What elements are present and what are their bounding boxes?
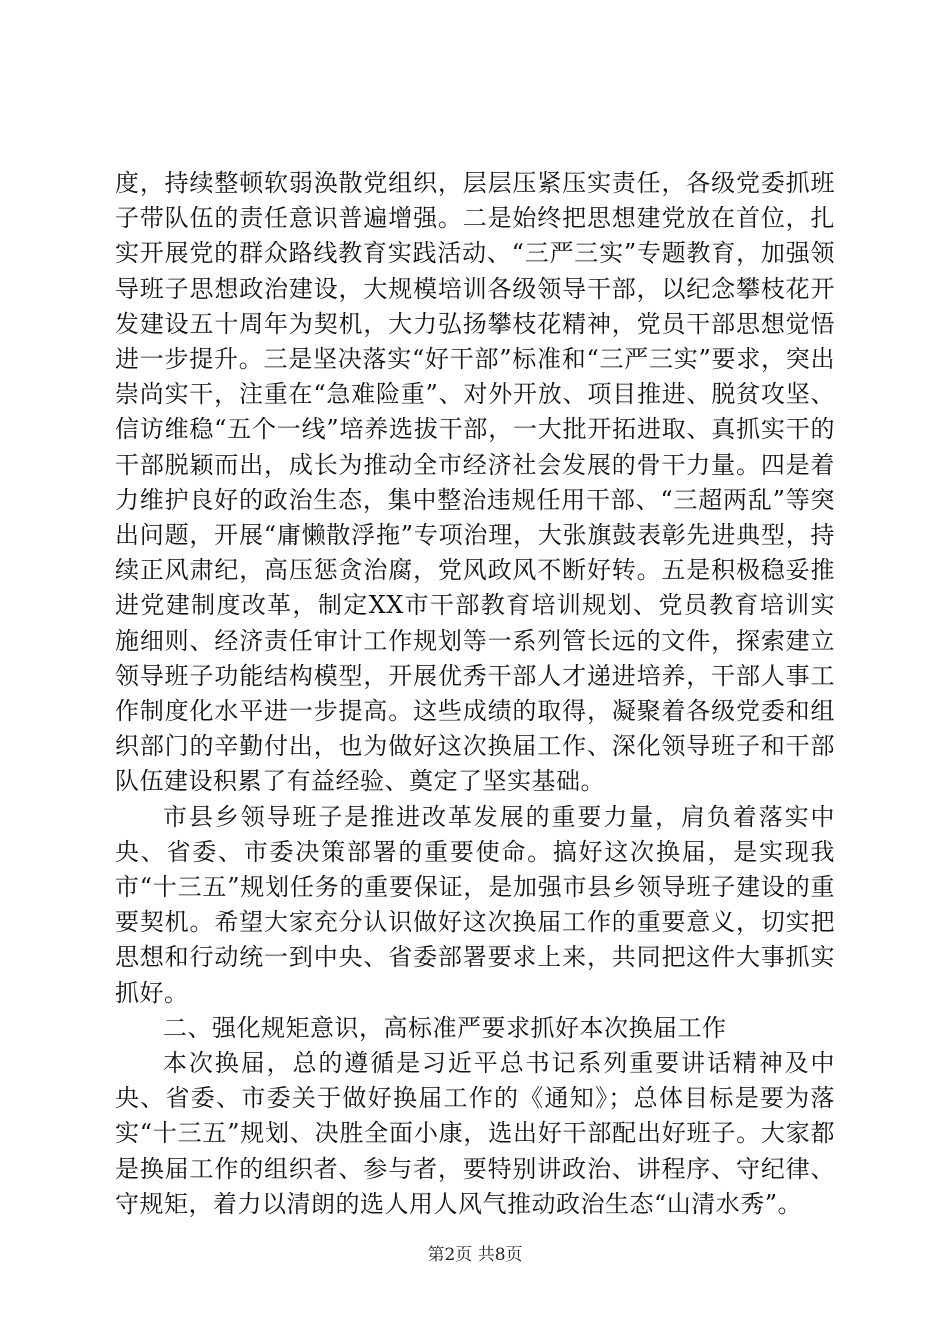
paragraph-election-guidelines: 本次换届，总的遵循是习近平总书记系列重要讲话精神及中央、省委、市委关于做好换届工作的《通知》；总体目标是要为落实“十三五”规划、决胜全面小康，选出好干部配出好班子。大家都是换届工作的组织者、参与者，要特别讲政治、讲程序、守纪律、守规矩，着力以清朗的选人用人风气推动政治生态“山清水秀”。 bbox=[115, 1049, 835, 1218]
page-footer bbox=[0, 1244, 950, 1266]
section-heading-two: 二、强化规矩意识，高标准严要求抓好本次换届工作 bbox=[163, 1013, 727, 1042]
paragraph-continued: 度，持续整顿软弱涣散党组织，层层压紧压实责任，各级党委抓班子带队伍的责任意识普遍增强。二是始终把思想建党放在首位，扎实开展党的群众路线教育实践活动、“三严三实”专题教育，加强领导班子思想政治建设，大规模培训各级领导干部，以纪念攀枝花开发建设五十周年为契机，大力弘扬攀枝花精神，党员干部思想觉悟进一步提升。三是坚决落实“好干部”标准和“三严三实”要求，突出崇尚实干，注重在“急难险重”、对外开放、项目推进、脱贫攻坚、信访维稳“五个一线”培养选拔干部，一大批开拓进取、真抓实干的干部脱颖而出，成长为推动全市经济社会发展的骨干力量。四是着力维护良好的政治生态，集中整治违规任用干部、“三超两乱”等突出问题，开展“庸懒散浮拖”专项治理，大张旗鼓表彰先进典型，持续正风肃纪，高压惩贪治腐，党风政风不断好转。五是积极稳妥推进党建制度改革，制定XX市干部教育培训规划、党员教育培训实施细则、经济责任审计工作规划等一系列管长远的文件，探索建立领导班子功能结构模型，开展优秀干部人才递进培养，干部人事工作制度化水平进一步提高。这些成绩的取得，凝聚着各级党委和组织部门的辛勤付出，也为做好这次换届工作、深化领导班子和干部队伍建设积累了有益经验、奠定了坚实基础。 bbox=[115, 169, 835, 796]
paragraph-leadership-importance: 市县乡领导班子是推进改革发展的重要力量，肩负着落实中央、省委、市委决策部署的重要使命。搞好这次换届，是实现我市“十三五”规划任务的重要保证，是加强市县乡领导班子建设的重要契机。希望大家充分认识做好这次换届工作的重要意义，切实把思想和行动统一到中央、省委部署要求上来，共同把这件大事抓实抓好。 bbox=[115, 802, 835, 1007]
document-body bbox=[115, 166, 835, 1222]
page-number-label: 第2页 共8页 bbox=[427, 1245, 523, 1265]
